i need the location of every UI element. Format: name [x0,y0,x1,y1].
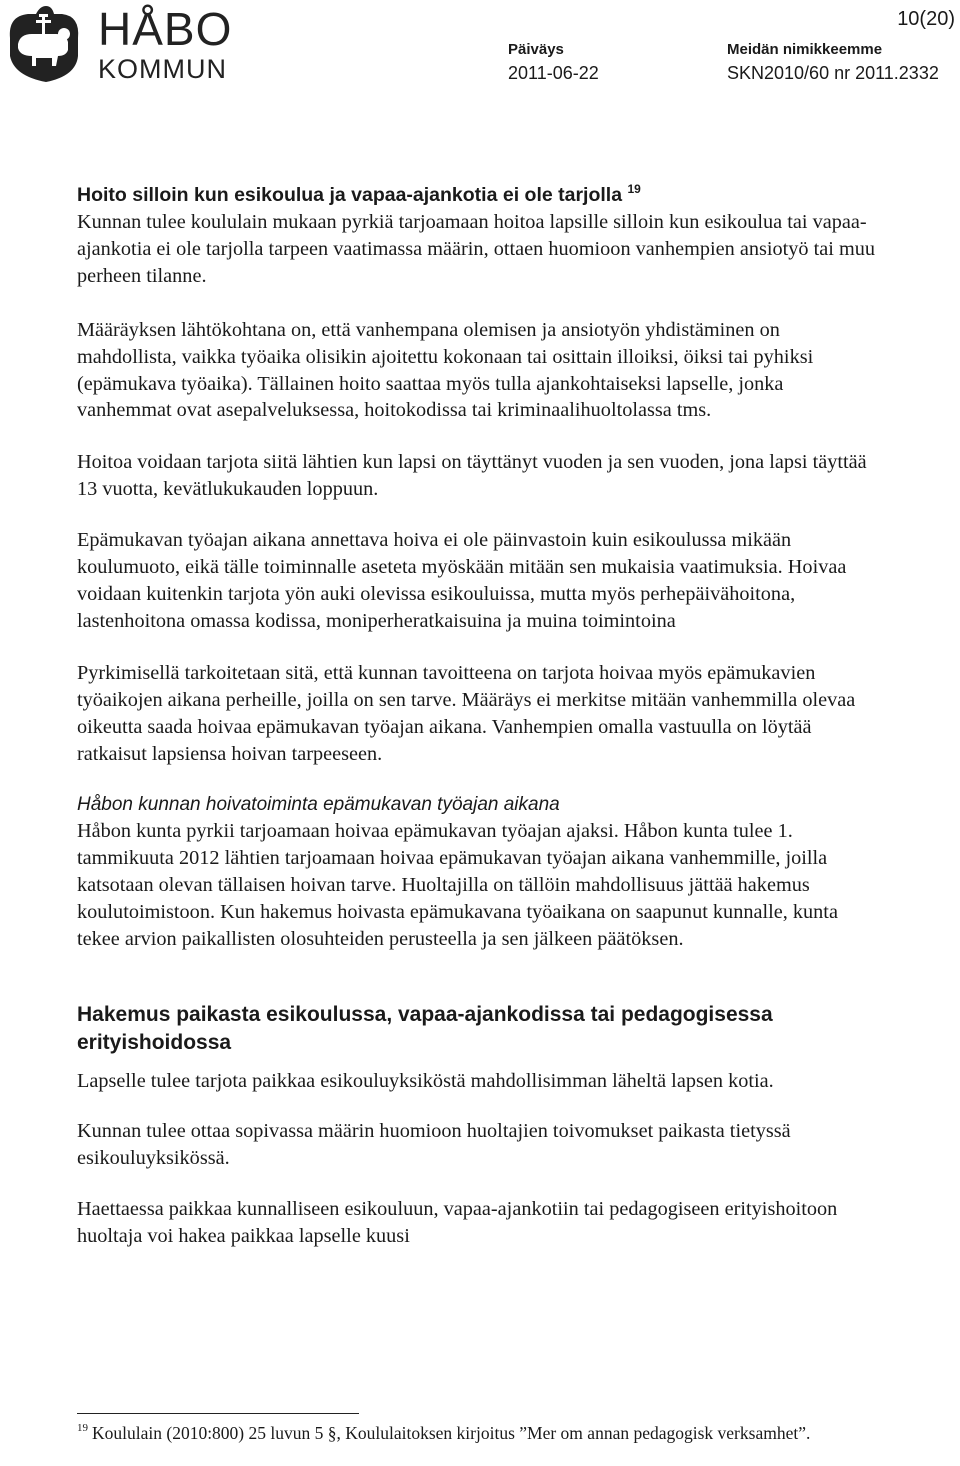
date-value: 2011-06-22 [508,63,599,83]
paragraph: Hoitoa voidaan tarjota siitä lähtien kun lapsi on täyttänyt vuoden ja sen vuoden, jona lapsi täyttää 13 vuotta, kevätlukukauden loppuun. [77,451,867,501]
section-heading-application: Hakemus paikasta esikoulussa, vapaa-ajankodissa tai pedagogisessa erityishoidossa [77,1002,773,1054]
municipality-brand [98,3,233,84]
paragraph: Kunnan tulee koululain mukaan pyrkiä tarjoamaan hoitoa lapsille silloin kun esikoulua tai vapaa-ajankotia ei ole tarjolla tarpeen vaatimassa määrin, ottaen huomioon vanhempien ansiotyö tai muu perheen tilanne. [77,211,876,287]
paragraph: Lapselle tulee tarjota paikkaa esikouluyksiköstä mahdollisimman läheltä lapsen kotia. [77,1069,774,1092]
brand-subtitle: KOMMUN [98,54,227,84]
paragraph: Määräyksen lähtökohtana on, että vanhempana olemisen ja ansiotyön yhdistäminen on mahdollista, vaikka työaika olisikin ajoitettu kokonaan tai osittain illoiksi, öiksi tai pyhiksi (epämukava työaika). Tällainen hoito saattaa myös tulla ajankohtaiseksi lapselle, jonka vanhemmat ovat asepalveluksessa, hoitokodissa tai kriminaalihuoltolassa tms. [77,318,814,422]
date-label: Päiväys [508,41,564,58]
section-heading-childcare [77,182,877,209]
reference-value: SKN2010/60 nr 2011.2332 [727,63,939,83]
subheading: Håbon kunnan hoivatoiminta epämukavan työajan aikana [77,794,560,816]
reference-block [727,40,939,86]
date-block [508,40,599,86]
brand-name: HÅBO [98,3,233,55]
lamb-with-cross-crest-icon [6,4,82,84]
section-heading-text: Hoito silloin kun esikoulua ja vapaa-ajankotia ei ole tarjolla [77,184,623,206]
footnote-number: 19 [77,1422,88,1434]
footnote-text: Koululain (2010:800) 25 luvun 5 §, Koululaitoksen kirjoitus ”Mer om annan pedagogisk verksamhet”. [92,1423,811,1443]
footnote-reference: 19 [627,182,641,196]
paragraph: Håbon kunta pyrkii tarjoamaan hoivaa epämukavan työajan ajaksi. Håbon kunta tulee 1. tammikuuta 2012 lähtien tarjoamaan hoivaa epämukavan työajan aikana vanhemmille, joilla katsotaan olevan tällaisen hoivan tarve. Huoltajilla on tällöin mahdollisuus jättää hakemus koulutoimistoon. Kun hakemus hoivasta epämukavana työaikana on saapunut kunnalle, kunta tekee arvion paikallisten olosuhteiden perusteella ja sen jälkeen päätöksen. [77,820,838,951]
paragraph: Epämukavan työajan aikana annettava hoiva ei ole päinvastoin kuin esikoulussa mikään koulumuoto, eikä tälle toiminnalle aseteta myöskään mitään sen mukaisia vaatimuksia. Hoivaa voidaan kuitenkin tarjota yön auki olevissa esikouluissa, mutta myös perhepäivähoitona, lastenhoitona omassa kodissa, moniperheratkaisuina ja muina toimintoina [77,529,847,632]
document-body [77,182,877,1249]
paragraph: Kunnan tulee ottaa sopivassa määrin huomioon huoltajien toivomukset paikasta tietyssä esikouluyksikössä. [77,1119,791,1169]
page-number: 10(20) [897,8,955,30]
paragraph: Haettaessa paikkaa kunnalliseen esikouluun, vapaa-ajankotiin tai pedagogiseen erityishoitoon huoltaja voi hakea paikkaa lapselle kuusi [77,1197,838,1247]
paragraph: Pyrkimisellä tarkoitetaan sitä, että kunnan tavoitteena on tarjota hoivaa myös epämukavien työaikojen aikana perheille, joilla on sen tarve. Määräys ei merkitse mitään vanhemmilla olevaa oikeutta saada hoivaa epämukavan työajan aikana. Vanhempien omalla vastuulla on löytää ratkaisut lapsiensa hoivan tarpeeseen. [77,661,856,765]
footnote-divider [77,1413,359,1414]
footnote [77,1422,857,1444]
reference-label: Meidän nimikkeemme [727,41,883,58]
